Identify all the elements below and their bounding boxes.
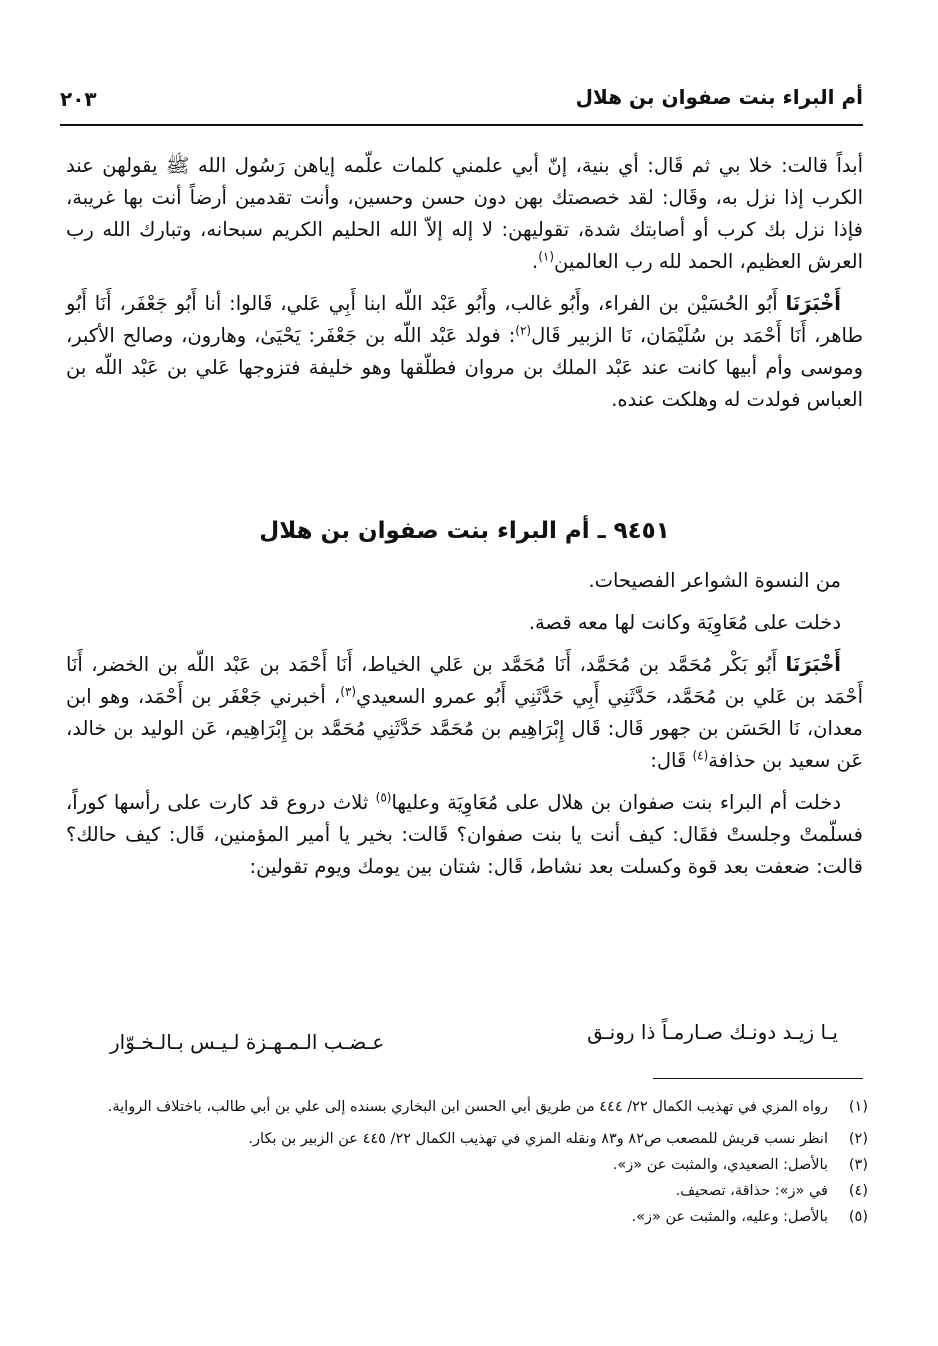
footnotes bbox=[75, 1094, 868, 1230]
footnote-2 bbox=[75, 1126, 868, 1152]
paragraph-1 bbox=[66, 150, 863, 278]
running-title: أم البراء بنت صفوان بن هلال bbox=[575, 85, 863, 109]
main-text-entry bbox=[66, 565, 863, 883]
paragraph-6-text-b: ثلاث دروع قد كارت على رأسها كوراً، فسلّمتْ وجلستْ فقَال: كيف أنت يا بنت صفوان؟ قَالت: بخير يا أمير المؤمنين، قَال: كيف حالك؟ قالت: ضعفت بعد قوة وكسلت بعد نشاط، قَال: شتان بين يومك ويوم تقولين: bbox=[66, 791, 863, 878]
footnote-ref-2[interactable]: (٢) bbox=[515, 323, 532, 338]
footnote-ref-4[interactable]: (٤) bbox=[692, 748, 709, 763]
footnote-text: بالأصل: وعليه، والمثبت عن «ز». bbox=[631, 1209, 828, 1225]
footnote-text: رواه المزي في تهذيب الكمال ٢٢/ ٤٤٤ من طريق أبي الحسن ابن البخاري بسنده إلى علي بن أبي طالب، باختلاف الرواية. bbox=[107, 1099, 828, 1115]
paragraph-5-text-c: قَال: bbox=[650, 749, 693, 772]
footnote-number: (٣) bbox=[848, 1157, 868, 1173]
paragraph-2-text-a: أَبُو الحُسَيْن بن الفراء، وأَبُو غالب، وأَبُو عَبْد اللّه ابنا أَبِي عَلي، قَالوا: أنا أَبُو جَعْفَر، أَنَا أَبُو طاهر، أَنَا أَحْمَد بن سُلَيْمَان، نَا الزبير قَال bbox=[66, 292, 863, 347]
footnote-ref-1[interactable]: (١) bbox=[538, 249, 555, 264]
footnote-number: (٢) bbox=[848, 1131, 868, 1147]
main-text-top bbox=[66, 150, 863, 416]
footnote-3 bbox=[75, 1152, 868, 1178]
footnote-4 bbox=[75, 1178, 868, 1204]
footnote-ref-5[interactable]: (٥) bbox=[375, 790, 392, 805]
verse-second-hemistich: عـضـب الـمـهـزة لـيـس بـالـخـوّار bbox=[110, 1030, 385, 1054]
entry-number: ٩٤٥١ bbox=[613, 518, 670, 544]
paragraph-6 bbox=[66, 787, 863, 883]
header-divider bbox=[60, 124, 863, 126]
footnote-text: انظر نسب قريش للمصعب ص٨٢ و٨٣ ونقله المزي في تهذيب الكمال ٢٢/ ٤٤٥ عن الزبير بن بكار. bbox=[248, 1131, 828, 1147]
paragraph-1-end: . bbox=[531, 250, 539, 273]
entry-name: أم البراء بنت صفوان بن هلال bbox=[259, 518, 590, 544]
entry-heading bbox=[66, 518, 863, 558]
footnote-1 bbox=[75, 1094, 868, 1120]
paragraph-2 bbox=[66, 288, 863, 416]
page-number: ٢٠٣ bbox=[60, 87, 97, 111]
footnote-text: بالأصل: الصعيدي، والمثبت عن «ز». bbox=[612, 1157, 828, 1173]
paragraph-5-text-b: ، أخبرني جَعْفَر بن أَحْمَد، وهو ابن معدان، نَا الحَسَن بن جهور قَال: قَال إِبْرَاهِيم بن مُحَمَّد حَدَّثَنِي مُحَمَّد بن إِبْرَاهِيم، عَن الوليد بن خالد، عَن سعيد بن حذافة bbox=[66, 685, 863, 772]
paragraph-2-text-b: : فولد عَبْد اللّه بن جَعْفَر: يَحْيَىٰ، وهارون، وصالح الأكبر، وموسى وأم أبيها كانت عند عَبْد الملك بن مروان فطلّقها وهو خليفة فتزوجها عَلي بن عَبْد اللّه بن العباس فولدت له وهلكت عنده. bbox=[66, 324, 863, 411]
running-header bbox=[60, 85, 863, 119]
paragraph-4: دخلت على مُعَاوِيَة وكانت لها معه قصة. bbox=[528, 611, 841, 634]
paragraph-6-text-a: دخلت أم البراء بنت صفوان بن هلال على مُعَاوِيَة وعليها bbox=[391, 791, 841, 814]
paragraph-3: من النسوة الشواعر الفصيحات. bbox=[588, 569, 841, 592]
paragraph-5-text-a: أَبُو بَكْر مُحَمَّد بن مُحَمَّد، أَنَا مُحَمَّد بن عَلي الخياط، أَنَا أَحْمَد بن عَبْد اللّه بن الخضر، أَنَا أَحْمَد بن عَلي بن مُحَمَّد، حَدَّثَنِي أَبِي حَدَّثَنِي أَبُو عمرو السعيدي bbox=[66, 653, 863, 708]
entry-dash: ـ bbox=[589, 518, 614, 544]
footnote-ref-3[interactable]: (٣) bbox=[340, 684, 357, 699]
isnad-keyword: أَخْبَرَنَا bbox=[785, 292, 841, 315]
footnote-text: في «ز»: حذاقة، تصحيف. bbox=[675, 1183, 828, 1199]
isnad-keyword: أَخْبَرَنَا bbox=[785, 653, 841, 676]
paragraph-5 bbox=[66, 649, 863, 777]
paragraph-1-text: أبداً قالت: خلا بي ثم قَال: أي بنية، إنّ أبي علمني كلمات علّمه إياهن رَسُول الله ﷺ يقولهن عند الكرب إذا نزل به، وقَال: لقد خصصتك بهن دون حسن وحسين، وأنت تقدمين أرضاً أنت بها غريبة، فإذا نزل بك كرب أو أصابتك شدة، تقوليهن: لا إله إلاّ الله الحليم الكريم سبحانه، وتبارك الله رب العرش العظيم، الحمد لله رب العالمين bbox=[66, 154, 863, 273]
footnote-5 bbox=[75, 1204, 868, 1230]
verse-first-hemistich: يـا زيـد دونـك صـارمـاً ذا رونـق bbox=[587, 1020, 838, 1044]
footnote-number: (٥) bbox=[848, 1209, 868, 1225]
footnote-number: (٤) bbox=[848, 1183, 868, 1199]
footnote-divider bbox=[653, 1078, 863, 1079]
poetry-verse bbox=[110, 1020, 838, 1060]
footnote-number: (١) bbox=[848, 1099, 868, 1115]
